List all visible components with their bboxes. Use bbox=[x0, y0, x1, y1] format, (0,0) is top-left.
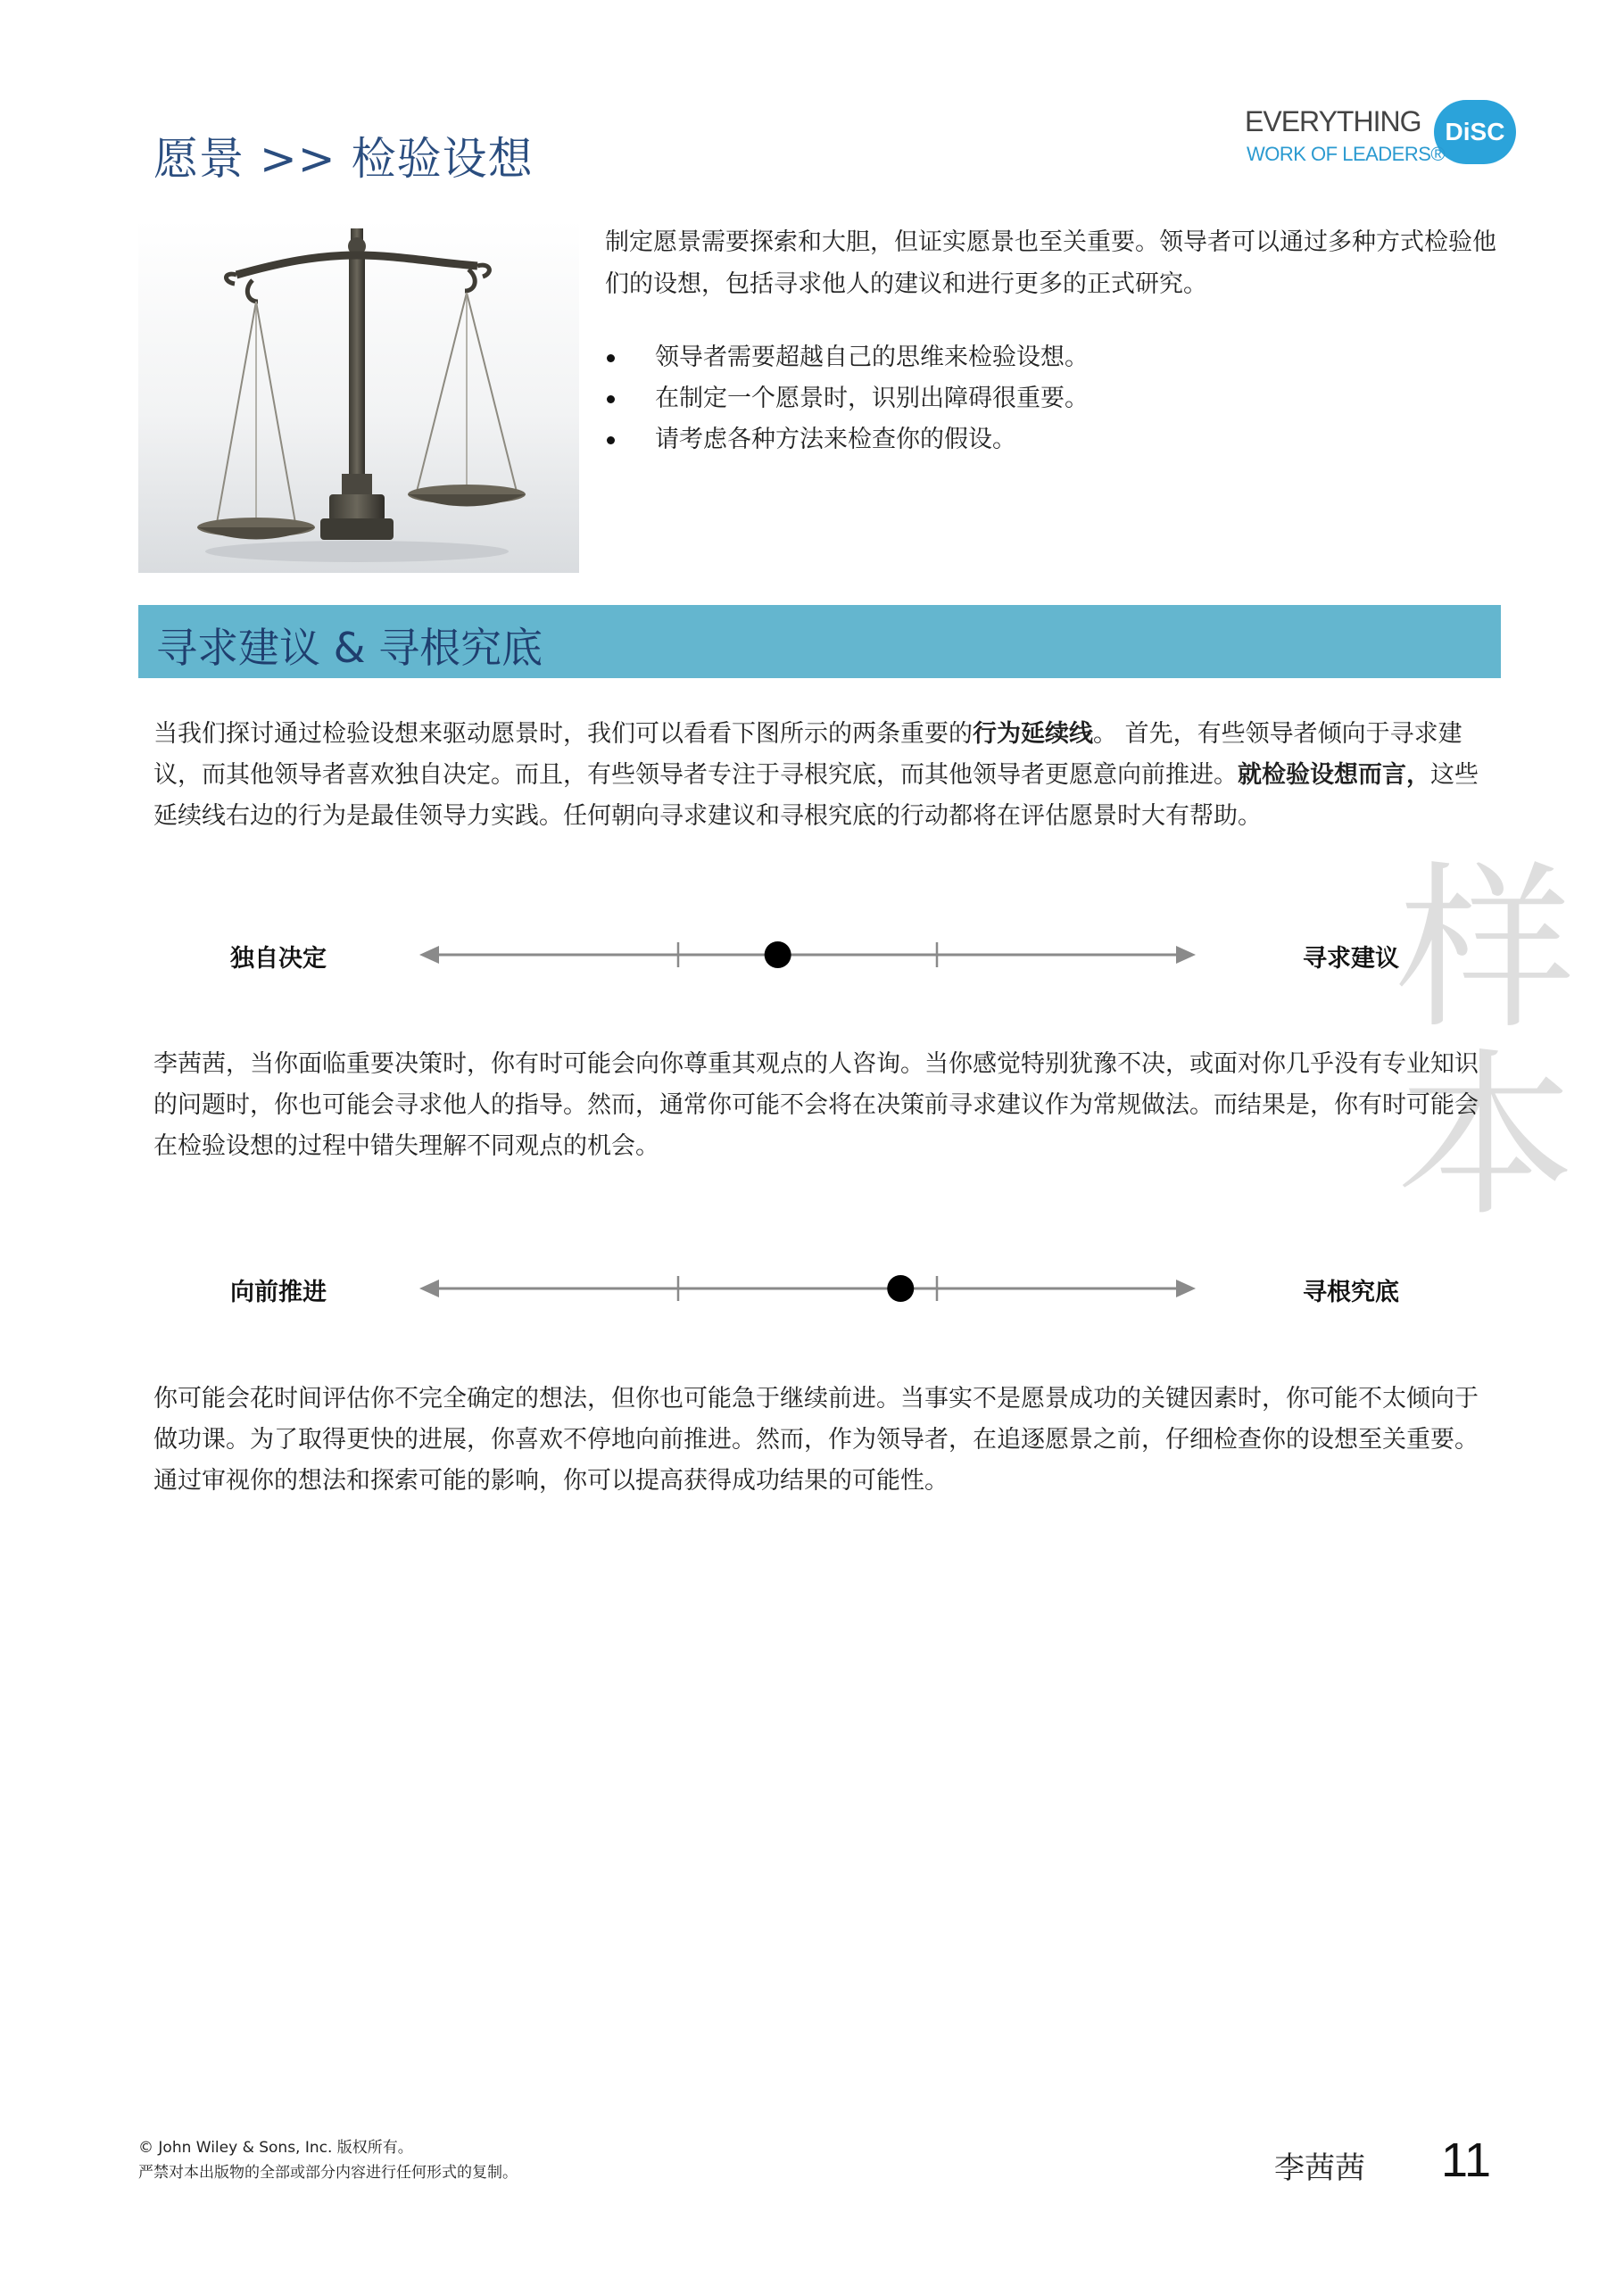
footer-copyright bbox=[138, 2135, 518, 2185]
everything-disc-logo bbox=[1245, 100, 1512, 173]
footer-person-name: 李茜茜 bbox=[1274, 2150, 1365, 2186]
sample-watermark: 样本 bbox=[1396, 846, 1576, 1241]
section-intro-bold-1: 行为延续线 bbox=[973, 720, 1093, 748]
list-item: 在制定一个愿景时，识别出障碍很重要。 bbox=[605, 378, 1497, 419]
scale-1-right-label: 寻求建议 bbox=[1303, 945, 1399, 973]
copyright-line-2: 严禁对本出版物的全部或部分内容进行任何形式的复制。 bbox=[138, 2164, 518, 2182]
section-intro-bold-2: 就检验设想而言， bbox=[1238, 761, 1430, 789]
scale-2-paragraph: 你可能会花时间评估你不完全确定的想法，但你也可能急于继续前进。当事实不是愿景成功的关键因素时，你可能不太倾向于做功课。为了取得更快的进展，你喜欢不停地向前推进。然而，作为领导者，在追逐愿景之前，仔细检查你的设想至关重要。通过审视你的想法和探索可能的影响，你可以提高获得成功结果的可能性。 bbox=[153, 1385, 1479, 1495]
scale-1-paragraph: 李茜茜，当你面临重要决策时，你有时可能会向你尊重其观点的人咨询。当你感觉特别犹豫不决，或面对你几乎没有专业知识的问题时，你也可能会寻求他人的指导。然而，通常你可能不会将在决策前寻求建议作为常规做法。而结果是，你有时可能会在检验设想的过程中错失理解不同观点的机会。 bbox=[153, 1050, 1479, 1160]
scale-2-left-label: 向前推进 bbox=[230, 1279, 327, 1306]
logo-disc-badge: DiSC bbox=[1434, 100, 1516, 164]
section-intro-text-1: 当我们探讨通过检验设想来驱动愿景时，我们可以看看下图所示的两条重要的 bbox=[153, 720, 973, 748]
section-header-bar bbox=[138, 605, 1501, 678]
scale-2-right-label: 寻根究底 bbox=[1303, 1279, 1399, 1306]
page-number: 11 bbox=[1441, 2133, 1492, 2187]
balance-scale-photo bbox=[138, 220, 579, 573]
intro-paragraph: 制定愿景需要探索和大胆，但证实愿景也至关重要。领导者可以通过多种方式检验他们的设想，包括寻求他人的建议和进行更多的正式研究。 bbox=[605, 228, 1496, 298]
intro-bullet-list bbox=[605, 337, 1497, 460]
section-intro-paragraph bbox=[153, 714, 1501, 837]
scale-1-position-marker bbox=[765, 941, 791, 968]
scale-1-continuum bbox=[419, 937, 1196, 973]
list-item: 领导者需要超越自己的思维来检验设想。 bbox=[605, 337, 1497, 378]
page-title: 愿景 >> 检验设想 bbox=[153, 133, 534, 185]
scale-2-continuum bbox=[419, 1271, 1196, 1306]
list-item: 请考虑各种方法来检查你的假设。 bbox=[605, 419, 1497, 460]
scale-left-arrow-icon bbox=[419, 1280, 439, 1297]
logo-work-of-leaders-text: WORK OF LEADERS® bbox=[1247, 143, 1446, 165]
scale-2-position-marker bbox=[887, 1275, 914, 1302]
section-intro-text-2: 。 首先，有些领导者倾向于寻求建议，而其他领导者喜欢独自决定。而且，有些领导者专注于寻根究底，而其他领导者更愿意向前推进。 bbox=[153, 720, 1462, 789]
scale-left-arrow-icon bbox=[419, 946, 439, 964]
scale-right-arrow-icon bbox=[1176, 946, 1196, 964]
section-title: 寻求建议 & 寻根究底 bbox=[156, 624, 543, 672]
copyright-line-1: © John Wiley & Sons, Inc. 版权所有。 bbox=[138, 2139, 413, 2157]
scale-1-left-label: 独自决定 bbox=[230, 945, 327, 973]
section-intro-text-3: 这些延续线右边的行为是最佳领导力实践。任何朝向寻求建议和寻根究底的行动都将在评估愿景时大有帮助。 bbox=[153, 761, 1479, 830]
scale-right-arrow-icon bbox=[1176, 1280, 1196, 1297]
logo-everything-text: EVERYTHING bbox=[1245, 105, 1421, 137]
